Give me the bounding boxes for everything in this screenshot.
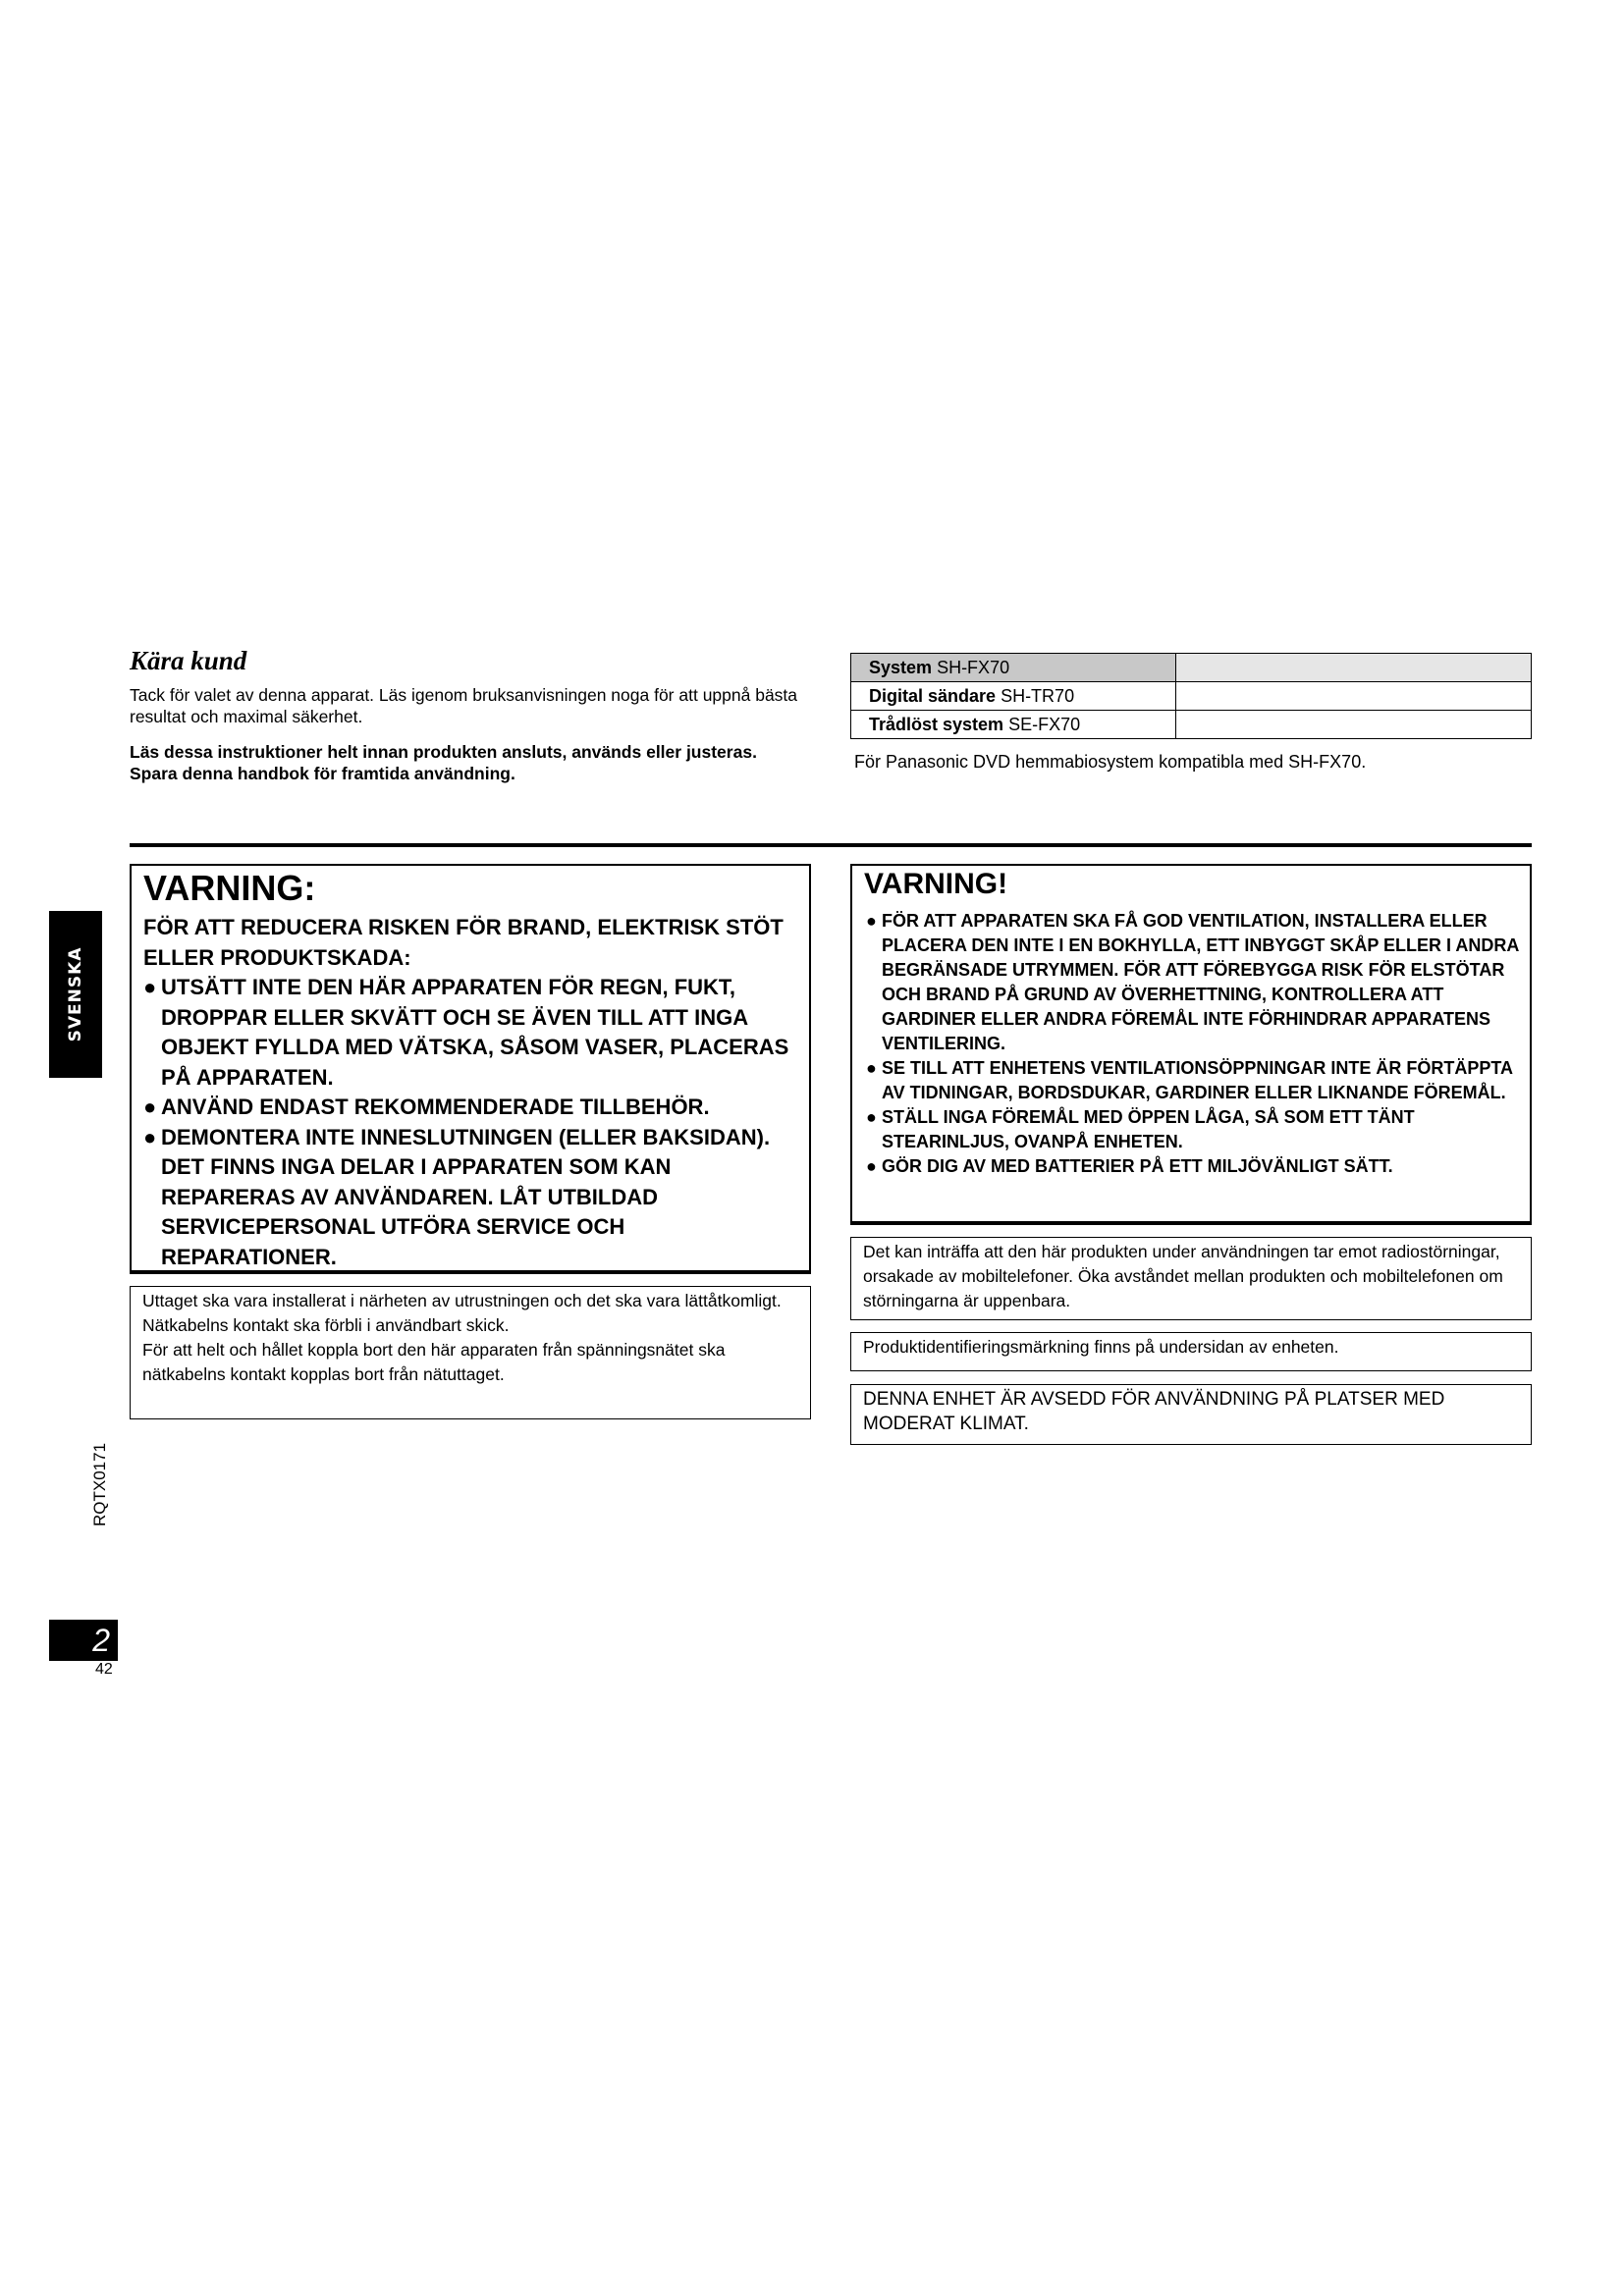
bullet-icon: ● (143, 1095, 157, 1119)
warning-item (852, 1154, 1530, 1179)
climate-notice-box: DENNA ENHET ÄR AVSEDD FÖR ANVÄNDNING PÅ PLATSER MED MODERAT KLIMAT. (850, 1384, 1532, 1445)
empty-cell (1176, 654, 1532, 682)
warning-title: VARNING! (864, 868, 1008, 900)
warning-item-text: DEMONTERA INTE INNESLUTNINGEN (ELLER BAKSIDAN). DET FINNS INGA DELAR I APPARATEN SOM KAN REPARERAS AV ANVÄNDAREN. LÅT UTBILDAD SERVICEPERSONAL UTFÖRA SERVICE OCH REPARATIONER. (161, 1124, 771, 1269)
model-table (850, 653, 1532, 739)
warning-item-text: UTSÄTT INTE DEN HÄR APPARATEN FÖR REGN, FUKT, DROPPAR ELLER SKVÄTT OCH SE ÄVEN TILL ATT INGA OBJEKT FYLLDA MED VÄTSKA, SÅSOM VASER, PLACERAS PÅ APPARATEN. (161, 975, 789, 1090)
keep-manual-text: Spara denna handbok för framtida användning. (130, 764, 515, 783)
table-row (851, 682, 1532, 711)
language-label: SVENSKA (66, 946, 85, 1042)
bullet-icon: ● (866, 1107, 877, 1127)
warning-item (132, 973, 799, 1093)
bullet-icon: ● (143, 1124, 157, 1149)
warning-list (852, 909, 1530, 1179)
section-divider (130, 843, 1532, 847)
warning-intro: FÖR ATT REDUCERA RISKEN FÖR BRAND, ELEKTRISK STÖT ELLER PRODUKTSKADA: (143, 915, 784, 970)
warning-item-text: STÄLL INGA FÖREMÅL MED ÖPPEN LÅGA, SÅ SOM ETT TÄNT STEARINLJUS, OVANPÅ ENHETEN. (882, 1107, 1415, 1151)
warning-item (132, 1123, 799, 1273)
product-id-notice-box: Produktidentifieringsmärkning finns på undersidan av enheten. (850, 1332, 1532, 1371)
warning-box-right (850, 864, 1532, 1225)
table-row (851, 654, 1532, 682)
read-instructions-text: Läs dessa instruktioner helt innan produkten ansluts, används eller justeras. (130, 742, 757, 762)
warning-item-text: FÖR ATT APPARATEN SKA FÅ GOD VENTILATION, INSTALLERA ELLER PLACERA DEN INTE I EN BOKHYLLA, ETT INBYGGT SKÅP ELLER I ANDRA BEGRÄNSADE UTRYMMEN. FÖR ATT FÖREBYGGA RISK FÖR ELSTÖTAR OCH BRAND PÅ GRUND AV ÖVERHETTNING, KONTROLLERA ATT GARDINER ELLER ANDRA FÖREMÅL INTE FÖRHINDRAR APPARATENS VENTILERING. (882, 911, 1519, 1053)
greeting-instructions (130, 741, 807, 784)
warning-item (852, 1056, 1530, 1105)
sub-page-number: 42 (95, 1661, 113, 1678)
page-number: 2 (49, 1620, 118, 1661)
language-side-tab (49, 911, 102, 1078)
greeting-body: Tack för valet av denna apparat. Läs igenom bruksanvisningen noga för att uppnå bästa resultat och maximal säkerhet. (130, 685, 798, 726)
model-cell (851, 711, 1176, 739)
model-label: Digital sändare (869, 685, 997, 706)
greeting-title: Kära kund (130, 646, 247, 675)
model-number: SE-FX70 (1008, 714, 1081, 734)
warning-item-text: ANVÄND ENDAST REKOMMENDERADE TILLBEHÖR. (161, 1095, 710, 1119)
bullet-icon: ● (866, 911, 877, 931)
outlet-notice-line: För att helt och hållet koppla bort den här apparaten från spänningsnätet ska nätkabelns kontakt kopplas bort från nätuttaget. (142, 1340, 726, 1384)
model-label: System (869, 657, 933, 677)
model-cell (851, 682, 1176, 711)
compatibility-note: För Panasonic DVD hemmabiosystem kompatibla med SH-FX70. (854, 752, 1367, 772)
warning-item (132, 1093, 799, 1123)
bullet-icon: ● (143, 975, 157, 999)
bullet-icon: ● (866, 1058, 877, 1078)
interference-notice-box: Det kan inträffa att den här produkten under användningen tar emot radiostörningar, orsakade av mobiltelefoner. Öka avståndet mellan produkten och mobiltelefonen om störningarna är uppenbara. (850, 1237, 1532, 1320)
model-number: SH-FX70 (937, 657, 1010, 677)
outlet-notice-box (130, 1286, 811, 1419)
warning-item (852, 1105, 1530, 1154)
warning-item-text: GÖR DIG AV MED BATTERIER PÅ ETT MILJÖVÄNLIGT SÄTT. (882, 1156, 1393, 1176)
document-code: RQTX0171 (90, 1442, 109, 1526)
outlet-notice-line: Uttaget ska vara installerat i närheten av utrustningen och det ska vara lättåtkomligt. (142, 1291, 782, 1310)
warning-title: VARNING: (143, 868, 316, 908)
warning-item (852, 909, 1530, 1056)
warning-box-left (130, 864, 811, 1274)
model-label: Trådlöst system (869, 714, 1004, 734)
bullet-icon: ● (866, 1156, 877, 1176)
empty-cell (1176, 682, 1532, 711)
outlet-notice-line: Nätkabelns kontakt ska förbli i användbart skick. (142, 1315, 510, 1335)
empty-cell (1176, 711, 1532, 739)
table-row (851, 711, 1532, 739)
model-cell (851, 654, 1176, 682)
model-number: SH-TR70 (1001, 685, 1075, 706)
warning-item-text: SE TILL ATT ENHETENS VENTILATIONSÖPPNINGAR INTE ÄR FÖRTÄPPTA AV TIDNINGAR, BORDSDUKAR, GARDINER ELLER LIKNANDE FÖREMÅL. (882, 1058, 1513, 1102)
warning-list (132, 973, 799, 1272)
